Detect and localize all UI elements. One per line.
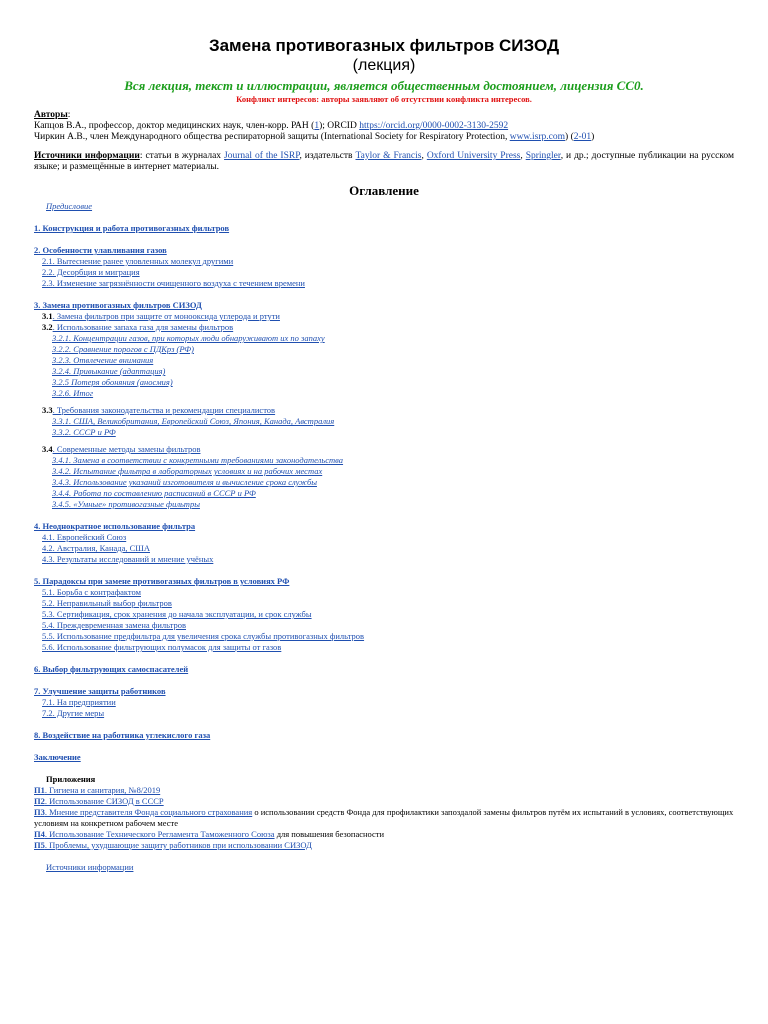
- oxford-press-link[interactable]: Oxford University Press: [426, 151, 521, 161]
- appendix-p2: [34, 796, 734, 807]
- toc-conclusion-link[interactable]: Заключение: [34, 752, 81, 762]
- toc-s3-3-1-link[interactable]: 3.3.1. США, Великобритания, Европейский Союз, Япония, Канада, Австралия: [52, 416, 335, 426]
- toc-s3-2-2-link[interactable]: 3.2.2. Сравнение порогов с ПДКрз (РФ): [52, 344, 194, 354]
- toc-s5-1-link[interactable]: 5.1. Борьба с контрафактом: [42, 587, 141, 597]
- toc-s8-link[interactable]: 8. Воздействие на работника углекислого газа: [34, 730, 211, 740]
- springler-link[interactable]: Springler: [525, 151, 561, 161]
- toc-s5-3-link[interactable]: 5.3. Сертификация, срок хранения до начала эксплуатации, и срок службы: [42, 609, 312, 619]
- appendix-p5-link[interactable]: . Проблемы, ухудшающие защиту работников при использовании СИЗОД: [44, 840, 312, 850]
- toc-s4-1-link[interactable]: 4.1. Европейский Союз: [42, 532, 127, 542]
- toc-s5-4-link[interactable]: 5.4. Преждевременная замена фильтров: [42, 620, 187, 630]
- toc-s7-1-link[interactable]: 7.1. На предприятии: [42, 697, 116, 707]
- authors-block: Авторы: Капцов В.А., профессор, доктор медицинских наук, член-корр. РАН (1); ORCID https://orcid.org/0000-0002-3130-2592 Чиркин А.В., член Международного общества респираторной защиты (International Society for Respiratory Protection, www.isrp.com) (2-01): [34, 110, 734, 143]
- document-subtitle: (лекция): [352, 57, 416, 74]
- appendix-p3-link[interactable]: . Мнение представителя Фонда социального страхования: [44, 807, 253, 817]
- toc-s3-3-2-link[interactable]: 3.3.2. СССР и РФ: [52, 427, 116, 437]
- toc-s4-2-link[interactable]: 4.2. Австралия, Канада, США: [42, 543, 150, 553]
- toc-s3-3-link[interactable]: . Требования законодательства и рекомендации специалистов: [52, 405, 276, 415]
- appendix-title: Приложения: [46, 774, 96, 784]
- author-2-ref-link[interactable]: 2-01: [573, 132, 592, 142]
- toc-s5-2-link[interactable]: 5.2. Неправильный выбор фильтров: [42, 598, 172, 608]
- toc-s3-2-3-link[interactable]: 3.2.3. Отвлечение внимания: [52, 355, 154, 365]
- author-line-2: Чиркин А.В., член Международного общества респираторной защиты (International Society for Respiratory Protection, www.isrp.com) (2-01): [34, 132, 595, 142]
- appendix-p4-link[interactable]: . Использование Технического Регламента Таможенного Союза: [44, 829, 275, 839]
- toc-s3-2-6-link[interactable]: 3.2.6. Итог: [52, 388, 94, 398]
- appendix-p1-num-link[interactable]: П1: [34, 785, 45, 795]
- sources-info-link[interactable]: Источники информации: [46, 862, 134, 872]
- toc-s3-2-4-link[interactable]: 3.2.4. Привыкание (адаптация): [52, 366, 166, 376]
- toc-s3-4-5-link[interactable]: 3.4.5. «Умные» противогазные фильтры: [52, 499, 200, 509]
- appendix-p5: [34, 840, 734, 851]
- toc-s4-link[interactable]: 4. Неоднократное использование фильтра: [34, 521, 196, 531]
- license-note: Вся лекция, текст и иллюстрации, является общественным достоянием, лицензия CC0.: [124, 78, 644, 93]
- toc-title: Оглавление: [349, 183, 419, 198]
- toc-s3-2-5-link[interactable]: 3.2.5 Потеря обоняния (аносмия): [52, 377, 173, 387]
- toc-s3-4-4-link[interactable]: 3.4.4. Работа по составлению расписаний в СССР и РФ: [52, 488, 256, 498]
- toc-s2-3-link[interactable]: 2.3. Изменение загрязнённости очищенного воздуха с течением времени: [42, 278, 305, 288]
- appendix-p5-num-link[interactable]: П5: [34, 840, 45, 850]
- author-line-1: Капцов В.А., профессор, доктор медицинских наук, член-корр. РАН (1); ORCID https://orcid.org/0000-0002-3130-2592: [34, 121, 509, 131]
- taylor-francis-link[interactable]: Taylor & Francis: [355, 151, 422, 161]
- appendix-p3-num-link[interactable]: П3: [34, 807, 45, 817]
- toc-s3-1-link[interactable]: . Замена фильтров при защите от монооксида углерода и ртути: [52, 311, 280, 321]
- toc-s5-6-link[interactable]: 5.6. Использование фильтрующих полумасок для защиты от газов: [42, 642, 282, 652]
- appendix-p2-link[interactable]: . Использование СИЗОД в СССР: [44, 796, 164, 806]
- author-1-ref-link[interactable]: 1: [314, 121, 320, 131]
- toc-s7-link[interactable]: 7. Улучшение защиты работников: [34, 686, 166, 696]
- toc-s6-link[interactable]: 6. Выбор фильтрующих самоспасателей: [34, 664, 189, 674]
- isrp-link[interactable]: www.isrp.com: [509, 132, 566, 142]
- journal-isrp-link[interactable]: Journal of the ISRP: [224, 151, 300, 161]
- conflict-note: Конфликт интересов: авторы заявляют об отсутствии конфликта интересов.: [236, 94, 532, 104]
- toc-s2-link[interactable]: 2. Особенности улавливания газов: [34, 245, 167, 255]
- toc-preface-link[interactable]: Предисловие: [46, 201, 93, 211]
- table-of-contents: Предисловие 1. Конструкция и работа противогазных фильтров 2. Особенности улавливания газов 2.1. Вытеснение ранее уловленных молекул другими 2.2. Десорбция и миграция 2.3. Изменение загрязнённости очищенного воздуха с течением времени 3. Замена противогазных фильтров СИЗОД 3.1. Замена фильтров при защите от монооксида углерода и ртути 3.2. Использование запаха газа для замены фильтров 3.2.1. Концентрации газов, при которых люди обнаруживают их по запаху 3.2.2. Сравнение порогов с ПДКрз (РФ) 3.2.3. Отвлечение внимания 3.2.4. Привыкание (адаптация) 3.2.5 Потеря обоняния (аносмия) 3.2.6. Итог 3.3. Требования законодательства и рекомендации специалистов 3.3.1. США, Великобритания, Европейский Союз, Япония, Канада, Австралия 3.3.2. СССР и РФ 3.4. Современные методы замены фильтров 3.4.1. Замена в соответствии с конкретными требованиями законодательства 3.4.2. Испытание фильтра в лабораторных условиях и на рабочих местах 3.4.3. Использование указаний изготовителя и вычисление срока службы 3.4.4. Работа по составлению расписаний в СССР и РФ 3.4.5. «Умные» противогазные фильтры 4. Неоднократное использование фильтра 4.1. Европейский Союз 4.2. Австралия, Канада, США 4.3. Результаты исследований и мнение учёных 5. Парадоксы при замене противогазных фильтров в условиях РФ 5.1. Борьба с контрафактом 5.2. Неправильный выбор фильтров 5.3. Сертификация, срок хранения до начала эксплуатации, и срок службы 5.4. Преждевременная замена фильтров 5.5. Использование предфильтра для увеличения срока службы противогазных фильтров 5.6. Использование фильтрующих полумасок для защиты от газов 6. Выбор фильтрующих самоспасателей 7. Улучшение защиты работников 7.1. На предприятии 7.2. Другие меры 8. Воздействие на работника углекислого газа Заключение: [34, 201, 365, 762]
- toc-s3-2-1-link[interactable]: 3.2.1. Концентрации газов, при которых люди обнаруживают их по запаху: [52, 333, 325, 343]
- toc-s4-3-link[interactable]: 4.3. Результаты исследований и мнение учёных: [42, 554, 214, 564]
- appendix-p1: [34, 785, 734, 796]
- appendix-p4-num-link[interactable]: П4: [34, 829, 45, 839]
- toc-s3-4-2-link[interactable]: 3.4.2. Испытание фильтра в лабораторных условиях и на рабочих местах: [52, 466, 323, 476]
- toc-s3-link[interactable]: 3. Замена противогазных фильтров СИЗОД: [34, 300, 202, 310]
- sources-label: Источники информации: [34, 151, 140, 161]
- toc-s3-2-link[interactable]: . Использование запаха газа для замены фильтров: [52, 322, 234, 332]
- appendix-p2-num-link[interactable]: П2: [34, 796, 45, 806]
- toc-s2-1-link[interactable]: 2.1. Вытеснение ранее уловленных молекул другими: [42, 256, 234, 266]
- toc-s5-link[interactable]: 5. Парадоксы при замене противогазных фильтров в условиях РФ: [34, 576, 290, 586]
- appendix-p4: П4. Использование Технического Регламента Таможенного Союза для повышения безопасности: [34, 829, 385, 839]
- toc-s3-4-link[interactable]: . Современные методы замены фильтров: [52, 444, 201, 454]
- appendix-block: [34, 774, 734, 873]
- appendix-p1-link[interactable]: . Гигиена и санитария, №8/2019: [44, 785, 161, 795]
- toc-s3-4-1-link[interactable]: 3.4.1. Замена в соответствии с конкретными требованиями законодательства: [52, 455, 344, 465]
- authors-label: Авторы: [34, 110, 68, 120]
- toc-s1-link[interactable]: 1. Конструкция и работа противогазных фильтров: [34, 223, 230, 233]
- orcid-link[interactable]: https://orcid.org/0000-0002-3130-2592: [359, 121, 509, 131]
- document-title: Замена противогазных фильтров СИЗОД: [208, 36, 560, 55]
- sources-block: Источники информации: статьи в журналах Journal of the ISRP, издательств Taylor & Francis, Oxford University Press, Springler, и др.; доступные публикации на русском языке; и размещённые в интернет материалы.: [34, 151, 735, 172]
- toc-s3-4-3-link[interactable]: 3.4.3. Использование указаний изготовителя и вычисление срока службы: [52, 477, 317, 487]
- toc-s2-2-link[interactable]: 2.2. Десорбция и миграция: [42, 267, 140, 277]
- appendix-p3: П3. Мнение представителя Фонда социального страхования о использовании средств Фонда для профилактики запоздалой замены фильтров путём их испытаний в условиях, соответствующих условиям на конкретном рабочем месте: [34, 807, 734, 828]
- toc-s7-2-link[interactable]: 7.2. Другие меры: [42, 708, 105, 718]
- toc-s5-5-link[interactable]: 5.5. Использование предфильтра для увеличения срока службы противогазных фильтров: [42, 631, 365, 641]
